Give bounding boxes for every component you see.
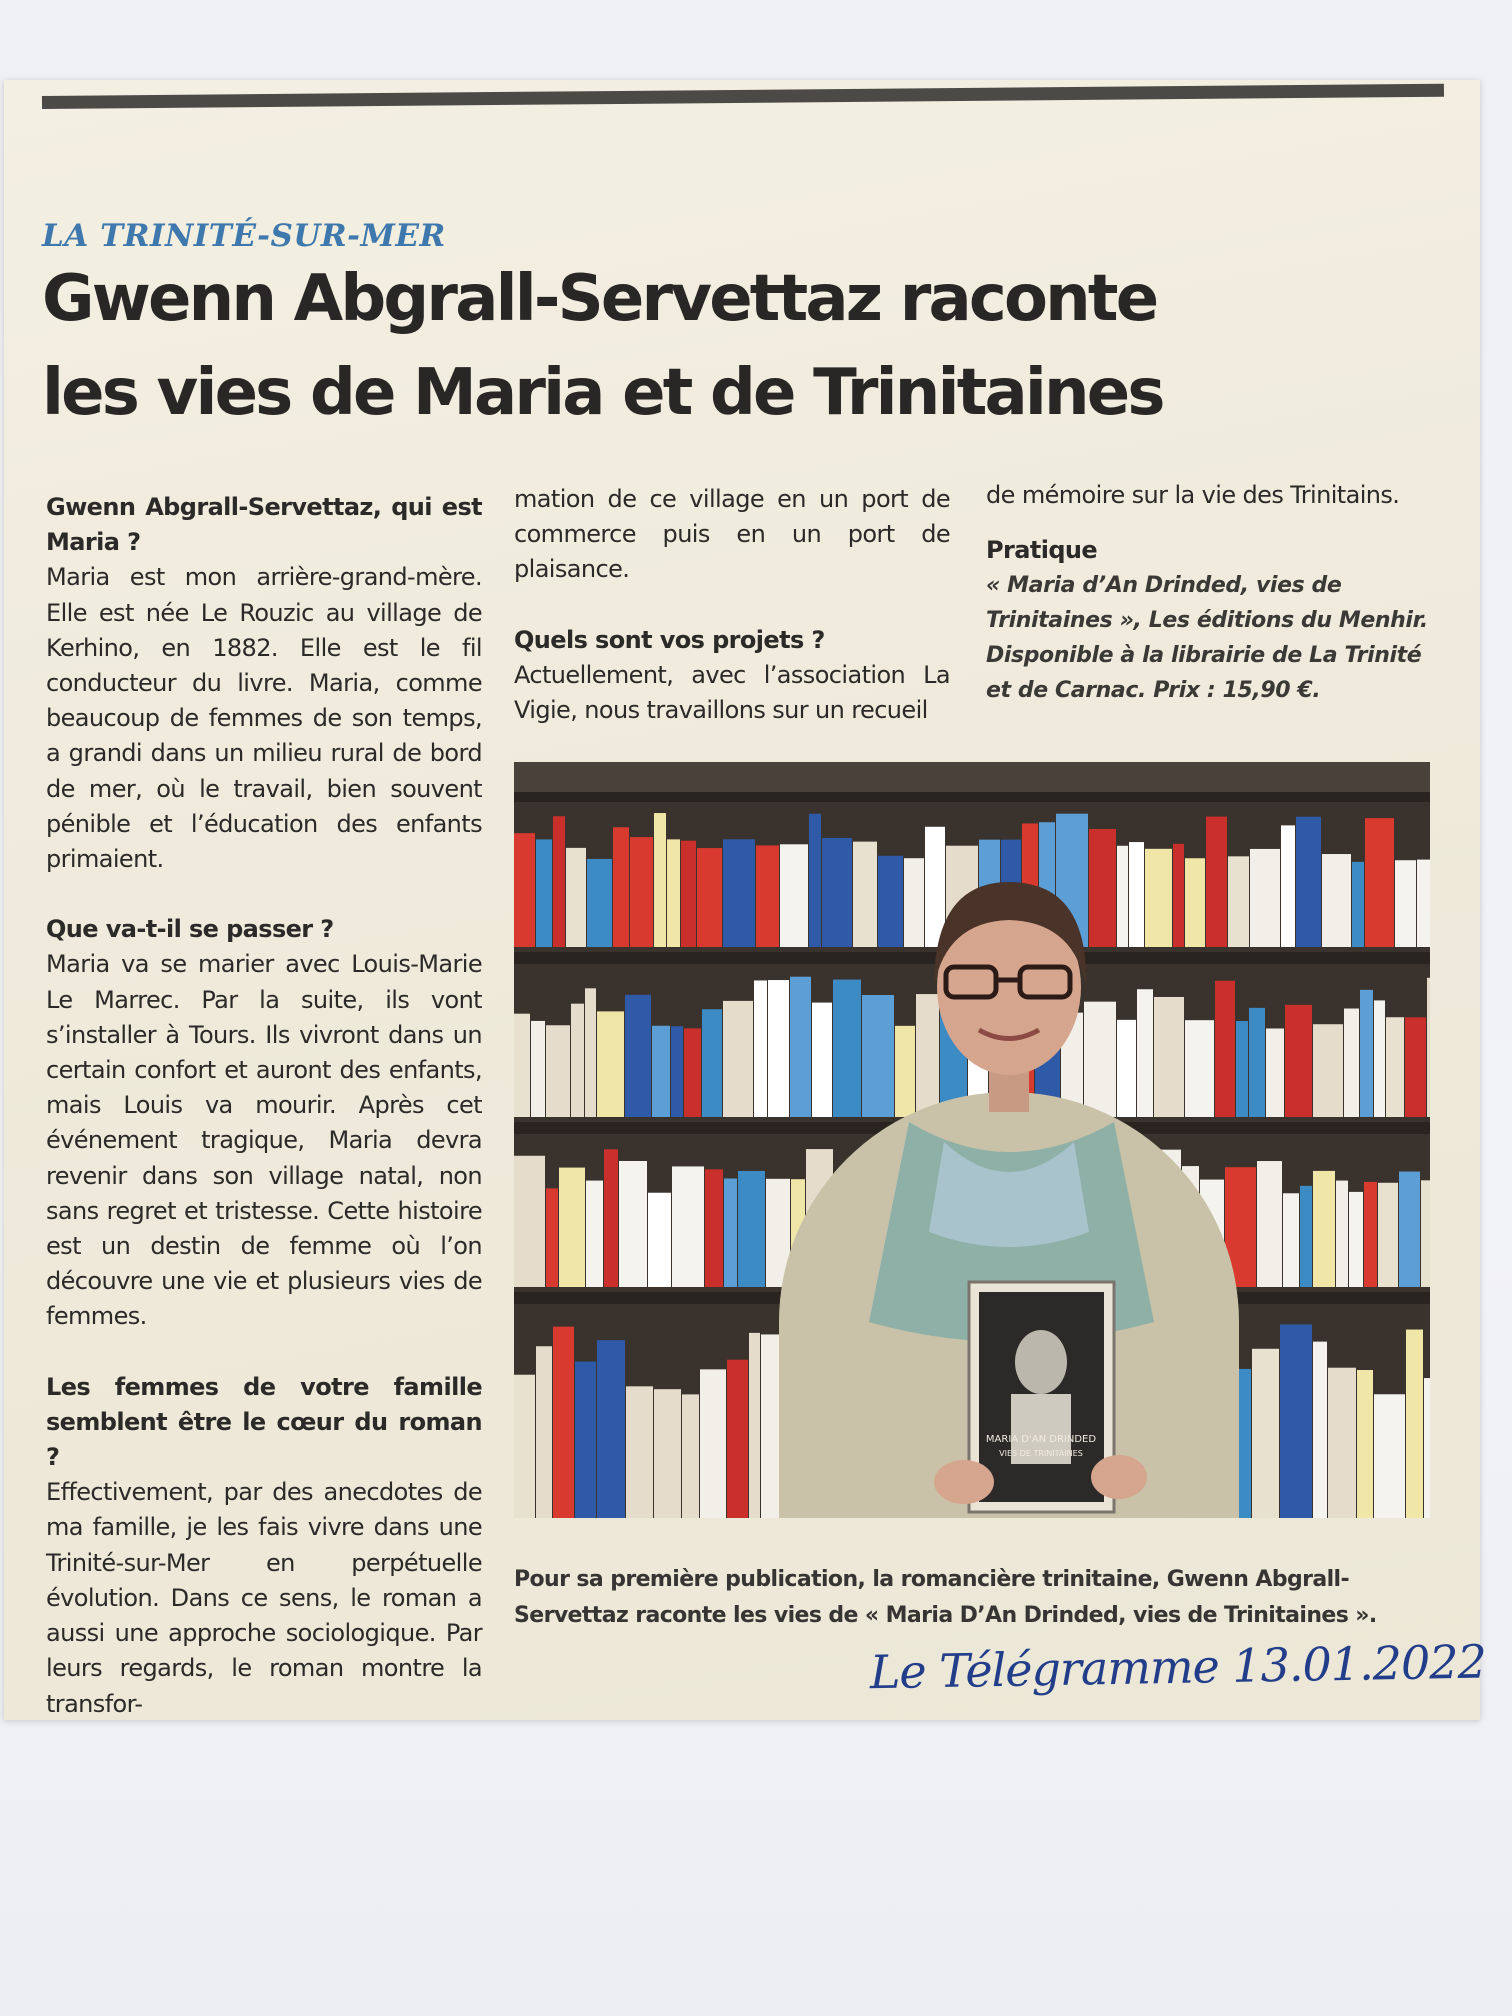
book-spine [514,1014,530,1117]
book-spine [571,1004,584,1117]
book-spine [749,1333,760,1518]
book-spine [1137,989,1153,1117]
book-spine [723,1001,753,1117]
book-spine [1421,1180,1430,1287]
headline-line-2: les vies de Maria et de Trinitaines [42,356,1163,430]
headline [42,252,1442,442]
book-spine [1252,1349,1279,1518]
book-spine [723,839,755,947]
book-spine [1089,829,1116,947]
book-spine [1280,1324,1312,1518]
book-spine [619,1161,647,1287]
book-spine [604,1149,618,1287]
book-cover-subtitle: VIES DE TRINITAINES [999,1449,1083,1458]
book-spine [536,839,552,947]
book-cover-title: MARIA D'AN DRINDED [985,1434,1097,1445]
book-spine [1378,1183,1398,1287]
book-spine [587,859,612,947]
kicker: LA TRINITÉ-SUR-MER [42,218,446,254]
book-spine [1249,1008,1265,1117]
book-spine [738,1171,765,1287]
book-spine [724,1178,737,1287]
book-spine [1285,1005,1312,1117]
book-spine [1281,825,1295,947]
book-spine [1154,997,1184,1117]
book-spine [1417,860,1430,947]
book-spine [1405,1017,1426,1117]
answer: Actuellement, avec l’association La Vigie, nous travaillons sur un recueil [514,660,950,725]
book-spine [1386,1017,1404,1117]
book-spine [681,841,696,947]
book-spine [1424,1378,1430,1518]
book-spine [809,814,821,947]
book-spine [553,816,565,947]
question: Les femmes de votre famille semblent être le cœur du roman ? [46,1372,482,1472]
book-spine [585,988,596,1117]
book-spine [1084,1002,1116,1117]
book-spine [1364,1182,1377,1287]
book-spine [1349,1192,1363,1287]
book-spine [586,1181,603,1287]
book-spine [514,833,535,947]
book-spine [1365,818,1394,947]
book-spine [702,1009,722,1117]
book-spine [553,1327,574,1518]
headline-line-1: Gwenn Abgrall-Servettaz raconte [42,262,1157,336]
book-spine [1117,846,1128,947]
book-spine [895,1026,915,1117]
pratique-title: Pratique [986,536,1098,565]
qa-block [46,1370,482,1722]
book-spine [1395,860,1416,947]
bookshop-photo-illustration [514,762,1430,1518]
column-1 [46,490,482,1718]
book-spine [672,1166,704,1287]
book-spine [613,827,629,947]
book-spine [1117,1020,1136,1117]
book-spine [1296,817,1321,947]
book-spine [1257,1161,1282,1287]
book-spine [925,827,945,947]
book-spine [1344,1009,1359,1117]
book-spine [1238,1369,1251,1518]
book-spine [546,1188,558,1287]
book-spine [652,1026,670,1117]
book-spine [575,1362,596,1518]
pratique-text: « Maria d’An Drinded, vies de Trinitaines », Les éditions du Menhir. Disponible à la librairie de La Trinité et de Carnac. Prix : 15,90 €. [986,573,1428,704]
book-spine [756,845,779,947]
answer: Effectivement, par des anecdotes de ma famille, je les fais vivre dans une Trinité-sur-Mer en perpétuelle évolution. Dans ce sens, le roman a aussi une approche sociologique. Par leurs regards, le roman montre la transfor- [46,1478,482,1718]
book-spine [1360,990,1373,1117]
article-photo [514,762,1430,1518]
question: Quels sont vos projets ? [514,625,825,654]
book-spine [1173,844,1184,947]
book-spine [566,848,586,947]
book-spine [1357,1370,1373,1518]
book-spine [697,848,722,947]
book-spine [1427,978,1430,1117]
book-spine [1228,856,1249,947]
book-spine [1374,1394,1405,1518]
book-spine [597,1340,625,1518]
book-spine [812,1003,832,1117]
book-spine [853,842,877,947]
book-spine [667,839,680,947]
continuation-text: de mémoire sur la vie des Trinitains. [986,481,1400,509]
book-spine [682,1394,699,1518]
book-spine [1313,1342,1327,1518]
book-spine [671,1026,683,1117]
book-spine [1336,1181,1348,1287]
book-spine [904,858,924,947]
book-spine [625,995,651,1117]
photo-caption: Pour sa première publication, la romancière trinitaine, Gwenn Abgrall-Servettaz raconte les vies de « Maria D’An Drinded, vies de Trinitaines ». [514,1567,1377,1628]
book-spine [654,813,666,947]
book-spine [705,1169,723,1287]
answer: Maria va se marier avec Louis-Marie Le Marrec. Par la suite, ils vont s’installer à Tours. Ils vivront dans un certain confort et auront des enfants, mais Louis va mourir. Après cet événement tragique, Maria devra revenir dans son village natal, non sans regret et tristesse. Cette histoire est un destin de femme où l’on découvre une vie et plusieurs vies de femmes. [46,950,482,1331]
book-spine [790,977,811,1117]
book-spine [833,980,861,1117]
book-spine [878,856,903,947]
book-spine [597,1011,624,1117]
book-spine [768,980,789,1117]
book-spine [754,980,767,1117]
book-spine [1266,1028,1284,1117]
book-spine [1399,1172,1420,1287]
question: Que va-t-il se passer ? [46,915,334,944]
book-spine [700,1369,726,1518]
book-spine [648,1193,671,1287]
qa-block [46,912,482,1334]
book-spine [1250,849,1280,947]
book-spine [1236,1021,1248,1117]
book-spine [916,994,939,1117]
book-spine [780,844,808,947]
book-spine [1215,981,1235,1117]
book-spine [862,995,894,1117]
book-spine [1185,858,1205,947]
book-spine [1322,854,1351,947]
book-spine [1352,862,1364,947]
bleed-through-text-bottom [1058,1716,1481,1923]
book-spine [727,1360,748,1518]
book-spine [559,1168,585,1287]
book-spine [1185,1020,1214,1117]
book-spine [1313,1171,1335,1287]
book-spine [1206,817,1227,947]
book-spine [536,1346,552,1518]
column-3 [986,478,1436,738]
book-spine [684,1028,701,1117]
book-spine [822,838,852,947]
book-spine [514,1375,535,1518]
qa-block [46,490,482,877]
book-spine [546,1025,570,1117]
book-spine [1406,1330,1423,1518]
book-spine [514,1156,545,1287]
book-spine [531,1021,545,1117]
book-spine [654,1389,681,1518]
book-spine [1283,1193,1299,1287]
question: Gwenn Abgrall-Servettaz, qui est Maria ? [46,493,482,557]
book-spine [1129,842,1144,947]
continuation-text: mation de ce village en un port de commerce puis en un port de plaisance. [514,485,950,584]
book-spine [1328,1368,1356,1518]
book-spine [1300,1186,1312,1287]
book-spine [1374,1000,1385,1117]
book-spine [630,837,653,947]
answer: Maria est mon arrière-grand-mère. Elle est née Le Rouzic au village de Kerhino, en 1882. Elle est le fil conducteur du livre. Maria, comme beaucoup de femmes de son temps, a grandi dans un milieu rural de bord de mer, où le travail, bien souvent pénible et l’éducation des enfants primaient. [46,563,482,874]
book-spine [626,1386,653,1518]
book-spine [1313,1024,1343,1117]
column-2 [514,482,950,752]
book-spine [1145,849,1172,947]
handwritten-note: Le Télégramme 13.01.2022 [869,1634,1487,1700]
